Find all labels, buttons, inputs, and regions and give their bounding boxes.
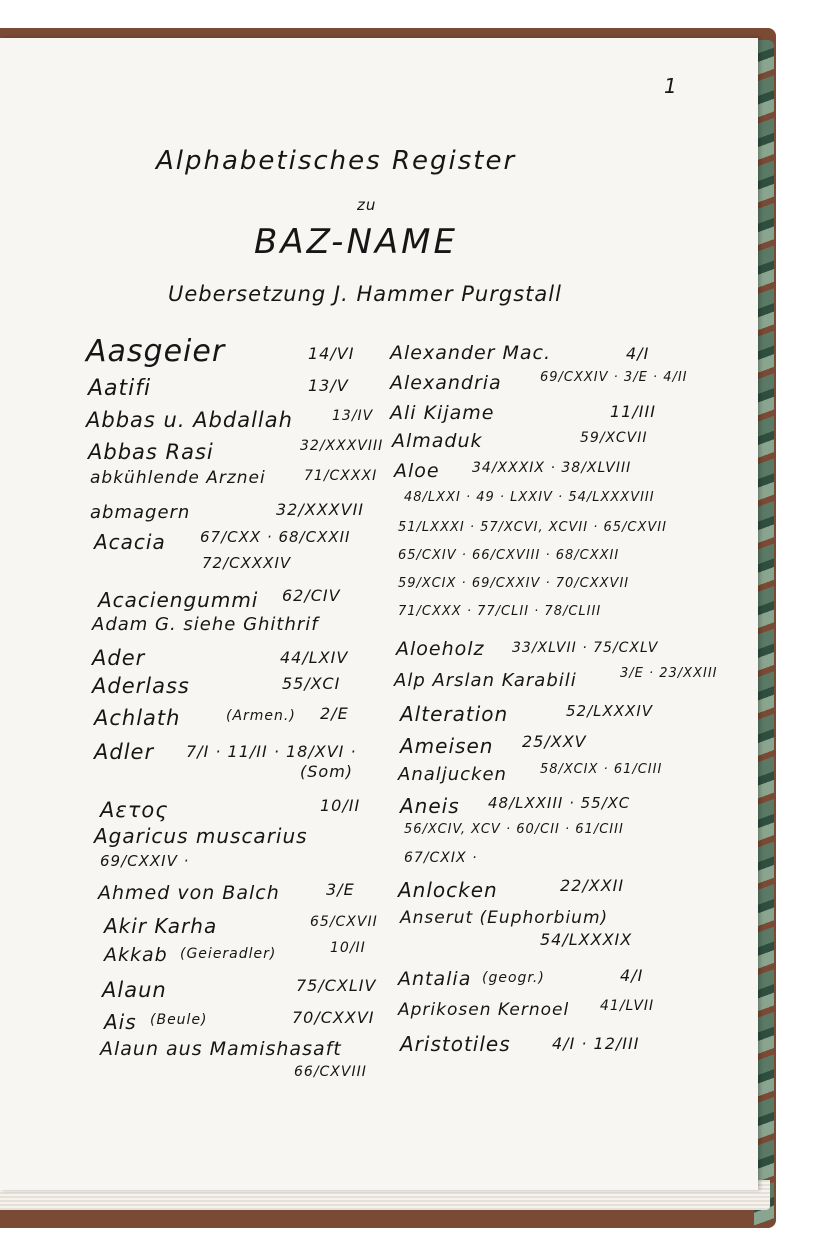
right-entry-ref: 52/LXXXIV bbox=[566, 702, 654, 720]
left-entry-term: Akir Karha bbox=[104, 914, 218, 938]
right-entry-term: Alexander Mac. bbox=[390, 342, 552, 364]
right-entry-note: (geogr.) bbox=[482, 970, 545, 986]
left-entry-term: Abbas Rasi bbox=[88, 440, 214, 464]
left-entry-ref: 7/I · 11/II · 18/XVI · bbox=[186, 742, 357, 761]
right-entry-ref: 51/LXXXI · 57/XCVI, XCVII · 65/CXVII bbox=[398, 520, 667, 535]
right-entry-term: Anserut (Euphorbium) bbox=[400, 908, 609, 928]
right-entry-term: Aloeholz bbox=[396, 638, 485, 660]
page-heading: Alphabetisches Register bbox=[156, 146, 517, 176]
left-entry-term: Akkab bbox=[104, 944, 168, 966]
left-entry-ref: 75/CXLIV bbox=[296, 976, 377, 995]
left-entry-term: Abbas u. Abdallah bbox=[86, 408, 293, 432]
right-entry-ref: 59/XCIX · 69/CXXIV · 70/CXXVII bbox=[398, 576, 630, 591]
right-entry-ref: 11/III bbox=[610, 402, 656, 421]
left-entry-note: (Beule) bbox=[150, 1012, 208, 1028]
right-entry-term: Aloe bbox=[394, 460, 440, 482]
right-entry-term: Antalia bbox=[398, 968, 472, 990]
left-entry-ref: 44/LXIV bbox=[280, 648, 349, 667]
left-entry-term: Agaricus muscarius bbox=[94, 824, 308, 848]
left-entry-ref-cont: (Som) bbox=[300, 762, 354, 781]
left-entry-term: Acaciengummi bbox=[98, 588, 259, 612]
left-entry-ref: 3/E bbox=[326, 880, 355, 899]
right-entry-term: Analjucken bbox=[398, 764, 507, 785]
right-entry-ref: 41/LVII bbox=[600, 998, 655, 1014]
left-entry-term: Aasgeier bbox=[86, 334, 226, 369]
right-entry-ref: 4/I bbox=[620, 966, 644, 985]
left-entry-ref-cont: 69/CXXIV · bbox=[100, 852, 190, 870]
left-entry-term: Ahmed von Balch bbox=[98, 882, 280, 904]
right-entry-ref: 48/LXXIII · 55/XC bbox=[488, 794, 631, 812]
left-entry-term: Adam G. siehe Ghithrif bbox=[92, 614, 319, 635]
right-entry-ref: 22/XXII bbox=[560, 876, 625, 895]
right-entry-term: Anlocken bbox=[398, 878, 498, 902]
left-entry-ref-cont: 72/CXXXIV bbox=[202, 554, 292, 572]
right-entry-ref: 59/XCVII bbox=[580, 430, 648, 446]
page-number: 1 bbox=[664, 74, 678, 98]
right-entry-term: Aristotiles bbox=[400, 1032, 511, 1056]
right-entry-ref: 48/LXXI · 49 · LXXIV · 54/LXXXVIII bbox=[404, 490, 655, 505]
left-entry-term: Aderlass bbox=[92, 674, 190, 698]
right-entry-term: Alteration bbox=[400, 702, 509, 726]
right-entry-term: Ali Kijame bbox=[390, 402, 495, 424]
left-entry-term: Alaun aus Mamishasaft bbox=[100, 1038, 342, 1060]
right-entry-ref: 56/XCIV, XCV · 60/CII · 61/CIII bbox=[404, 822, 624, 837]
right-entry-ref-cont: 54/LXXXIX bbox=[540, 930, 633, 949]
right-entry-ref: 25/XXV bbox=[522, 732, 587, 751]
left-entry-ref: 2/E bbox=[320, 704, 349, 723]
left-entry-term: Alaun bbox=[102, 978, 167, 1002]
left-entry-term: Aatifi bbox=[88, 376, 152, 401]
left-entry-ref: 67/CXX · 68/CXXII bbox=[200, 528, 351, 546]
left-entry-term: abkühlende Arznei bbox=[90, 468, 266, 488]
left-entry-term: Ais bbox=[104, 1010, 137, 1034]
right-entry-ref: 67/CXIX · bbox=[404, 850, 478, 866]
left-entry-ref: 65/CXVII bbox=[310, 914, 378, 930]
work-title: BAZ-NAME bbox=[254, 222, 458, 262]
left-entry-ref: 55/XCI bbox=[282, 674, 341, 693]
left-entry-term: abmagern bbox=[90, 502, 191, 523]
left-entry-ref: 32/XXXVIII bbox=[300, 438, 384, 454]
left-entry-ref-cont: 66/CXVIII bbox=[294, 1064, 367, 1080]
left-entry-ref: 10/II bbox=[330, 940, 366, 956]
right-entry-ref: 3/E · 23/XXIII bbox=[620, 666, 718, 681]
left-entry-term: Ader bbox=[92, 646, 146, 670]
right-entry-ref: 69/CXXIV · 3/E · 4/II bbox=[540, 370, 688, 385]
left-entry-note: (Geieradler) bbox=[180, 946, 277, 962]
right-entry-term: Alexandria bbox=[390, 372, 502, 394]
left-entry-term: Adler bbox=[94, 740, 155, 764]
right-entry-ref: 58/XCIX · 61/CIII bbox=[540, 762, 663, 777]
left-entry-ref: 13/IV bbox=[332, 408, 374, 424]
heading-connector: zu bbox=[357, 196, 377, 214]
left-entry-note: (Armen.) bbox=[226, 708, 296, 724]
left-entry-ref: 62/CIV bbox=[282, 586, 341, 605]
left-entry-ref: 70/CXXVI bbox=[292, 1008, 375, 1027]
right-entry-term: Ameisen bbox=[400, 734, 494, 758]
right-entry-term: Aneis bbox=[400, 794, 460, 818]
right-entry-ref: 65/CXIV · 66/CXVIII · 68/CXXII bbox=[398, 548, 620, 563]
left-entry-ref: 14/VI bbox=[308, 344, 355, 363]
left-entry-term: Acacia bbox=[94, 530, 166, 554]
translation-credit: Uebersetzung J. Hammer Purgstall bbox=[168, 282, 562, 306]
left-entry-term: Achlath bbox=[94, 706, 181, 730]
right-entry-ref: 34/XXXIX · 38/XLVIII bbox=[472, 460, 632, 476]
right-entry-term: Almaduk bbox=[392, 430, 483, 452]
right-entry-ref: 4/I bbox=[626, 344, 650, 363]
right-entry-ref: 33/XLVII · 75/CXLV bbox=[512, 640, 659, 656]
left-entry-ref: 13/V bbox=[308, 376, 349, 395]
left-entry-ref: 32/XXXVII bbox=[276, 500, 365, 519]
right-entry-ref: 4/I · 12/III bbox=[552, 1034, 640, 1053]
left-entry-term: Αετος bbox=[100, 798, 169, 822]
right-entry-ref: 71/CXXX · 77/CLII · 78/CLIII bbox=[398, 604, 602, 619]
right-entry-term: Alp Arslan Karabili bbox=[394, 670, 577, 691]
left-entry-ref: 10/II bbox=[320, 796, 361, 815]
left-entry-ref: 71/CXXXI bbox=[304, 468, 378, 484]
right-entry-term: Aprikosen Kernoel bbox=[398, 1000, 570, 1020]
